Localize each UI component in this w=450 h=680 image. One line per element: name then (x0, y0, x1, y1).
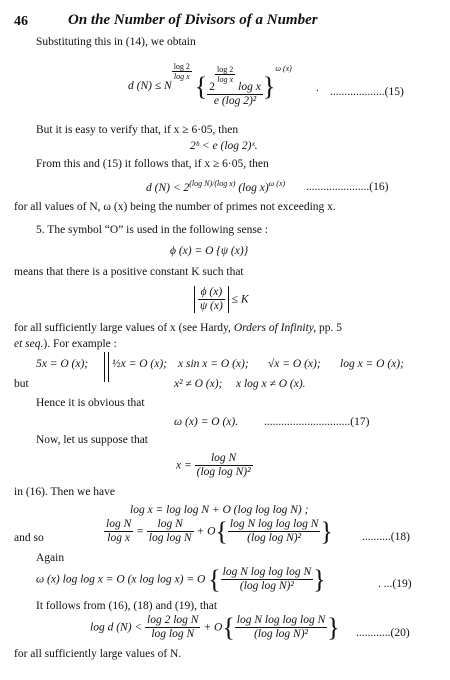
eq19-tag: . ...(19) (378, 578, 412, 590)
example-6: x² ≠ O (x); (174, 378, 223, 390)
example-5: log x = O (x); (340, 358, 404, 370)
text-line: It follows from (16), (18) and (19), that (36, 600, 218, 612)
equation-16: d $(N) < 2^{(log N)/(log x)}$ (log x)$^{\omega (x)}$ (146, 179, 286, 194)
left-brace: { (194, 71, 208, 101)
equation-log-x: log x = log log N + O (log log log N) ; (130, 504, 309, 516)
equation-18: $\frac{\text{log N}}{\text{log x}}$ = $\frac{\text{log N}}{\text{log log N}}$ + O{ $\frac{\text{log N log log log N}}{\text{(log log N)²}}$ } (106, 517, 333, 547)
and-so-label: and so (14, 532, 44, 544)
eq15-inner-fraction: 2 $\frac{\log 2}{\text{log x}}$ log x e (log 2)² (209, 64, 261, 108)
eq15-exponent: $\frac{\log 2}{\text{log x}}$ (173, 62, 190, 82)
text-line: in (16). Then we have (14, 486, 116, 498)
example-3: x sin x = O (x); (178, 358, 249, 370)
equation-19: ω (x) log log x = O (x log log x) = O { $\frac{\text{log N log log log N}}{\text{(log log N)²}}$ } (36, 565, 326, 595)
text-line: Substituting this in (14), we obtain (36, 36, 196, 48)
equation-15 (128, 62, 292, 108)
text-line: Now, let us suppose that (36, 434, 149, 446)
text-line: From this and (15) it follows that, if x ≥ 6·05, then (36, 158, 269, 170)
eq15-tag: ...................(15) (330, 86, 404, 98)
equation-abs-ratio: $\frac{\phi (x)}{\psi (x)}$ ≤ K (194, 286, 249, 313)
running-title: On the Number of Divisors of a Number (68, 12, 318, 28)
text-line-hardy: for all sufficiently large values of x (see Hardy, Orders of Infinity, pp. 5 (14, 322, 342, 334)
text-line: for all values of N, ω (x) being the number of primes not exceeding x. (14, 201, 336, 213)
abs-bar (104, 352, 105, 382)
equation-20: log d (N) < $\frac{\text{log 2 log N}}{\text{log log N}}$ + O{ $\frac{\text{log N log log log N}}{\text{(log log N)²}}$ } (90, 613, 340, 643)
page-number: 46 (14, 14, 28, 29)
text-line: But it is easy to verify that, if x ≥ 6·05, then (36, 124, 239, 136)
example-2: ½x = O (x); (112, 358, 168, 370)
right-brace: } (262, 71, 276, 101)
eq17-tag: ..............................(17) (264, 416, 370, 428)
again-label: Again (36, 552, 65, 564)
equation-17: ω (x) = O (x). (174, 416, 239, 428)
but-label: but (14, 378, 29, 390)
example-1: 5x = O (x); (36, 358, 89, 370)
equation-inequality: 2ʰ < e (log 2)ˣ. (190, 140, 258, 152)
example-7: x log x ≠ O (x). (236, 378, 306, 390)
text-line: Hence it is obvious that (36, 397, 145, 409)
abs-bar (108, 352, 109, 382)
text-line-example: et seq.). For example : (14, 338, 117, 350)
eq15-lhs: d (N) ≤ N (128, 80, 172, 93)
text-line: means that there is a positive constant K such that (14, 266, 244, 278)
equation-x-def: x = $\frac{\text{log N}}{\text{(log log N)²}}$ (176, 452, 251, 479)
eq16-tag: ......................(16) (306, 181, 389, 193)
text-line: for all sufficiently large values of N. (14, 648, 182, 660)
eq18-tag: ..........(18) (362, 531, 410, 543)
eq15-outer-exponent: ω (x) (275, 64, 292, 74)
section-5-intro: 5. The symbol “O” is used in the following sense : (36, 224, 268, 236)
example-4: √x = O (x); (268, 358, 321, 370)
eq15-dot: . (316, 82, 319, 94)
eq20-tag: ............(20) (356, 627, 410, 639)
equation-big-o-definition: ϕ (x) = O {ψ (x)} (170, 245, 249, 257)
